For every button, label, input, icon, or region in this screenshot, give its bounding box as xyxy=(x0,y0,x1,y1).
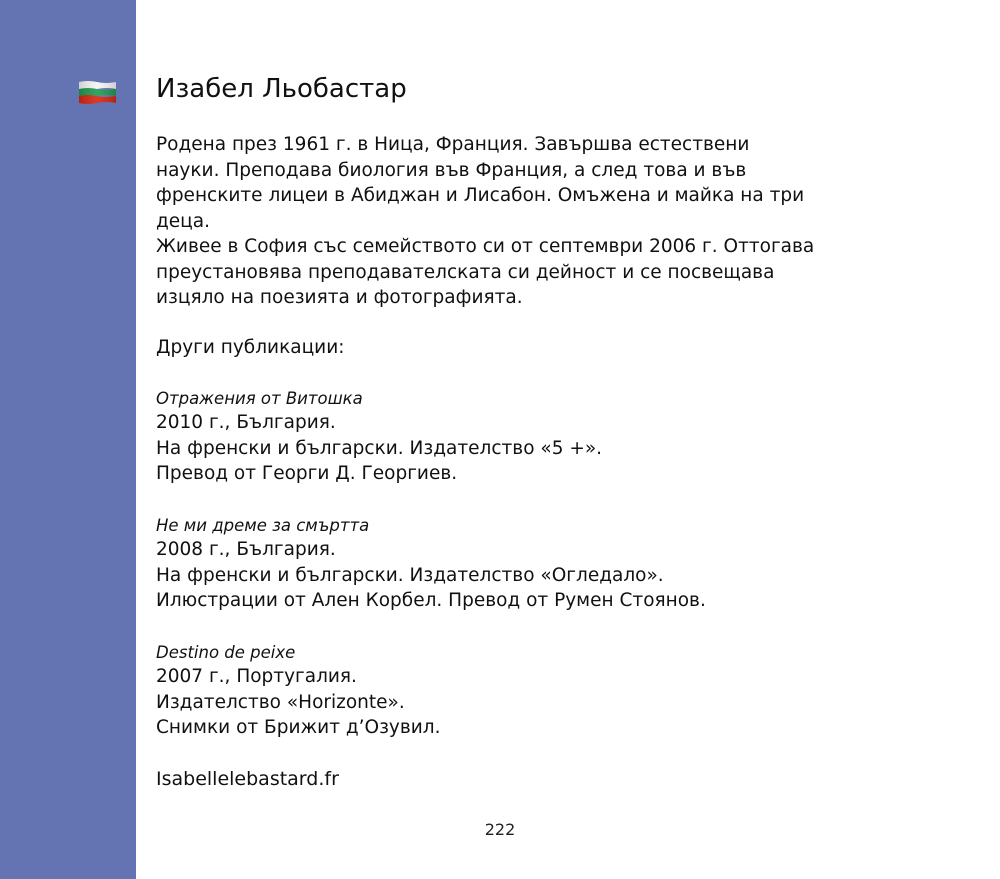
bio-line: Родена през 1961 г. в Ница, Франция. Завършва естествени xyxy=(156,134,750,155)
publication-entry xyxy=(156,514,706,614)
publication-detail: 2007 г., Португалия. xyxy=(156,666,357,687)
publication-detail: 2010 г., България. xyxy=(156,412,336,433)
publication-title: Destino de peixe xyxy=(156,643,296,662)
publication-detail: На френски и български. Издателство «Огледало». xyxy=(156,564,664,586)
bulgarian-flag-icon xyxy=(79,80,116,105)
publication-detail: Илюстрации от Ален Корбел. Превод от Румен Стоянов. xyxy=(156,590,706,611)
bio-line: Живее в София със семейството си от септември 2006 г. Оттогава xyxy=(156,236,815,257)
author-website-link[interactable]: Isabellelebastard.fr xyxy=(156,768,339,790)
author-biography xyxy=(156,132,916,311)
publication-detail: Издателство «Horizonte». xyxy=(156,691,405,713)
page-number: 222 xyxy=(484,820,516,839)
bio-line: науки. Преподава биология във Франция, а след това и във xyxy=(156,159,747,181)
publication-detail: 2008 г., България. xyxy=(156,539,336,560)
publication-detail: Превод от Георги Д. Георгиев. xyxy=(156,463,458,484)
publication-detail: Снимки от Брижит д’Озувил. xyxy=(156,717,441,738)
bio-line: изцяло на поезията и фотографията. xyxy=(156,287,523,308)
publication-detail: На френски и български. Издателство «5 +». xyxy=(156,437,603,459)
publication-entry xyxy=(156,641,441,741)
publication-title: Не ми дреме за смъртта xyxy=(156,516,370,535)
bio-line: деца. xyxy=(156,210,210,232)
publication-entry xyxy=(156,387,602,487)
author-name-heading: Изабел Льобастар xyxy=(156,74,407,104)
bio-line: френските лицеи в Абиджан и Лисабон. Омъжена и майка на три xyxy=(156,185,805,206)
bio-line: преустановява преподавателската си дейност и се посвещава xyxy=(156,261,775,283)
publication-title: Отражения от Витошка xyxy=(156,389,363,408)
page-sidebar-band xyxy=(0,0,136,879)
other-publications-label: Други публикации: xyxy=(156,337,345,358)
